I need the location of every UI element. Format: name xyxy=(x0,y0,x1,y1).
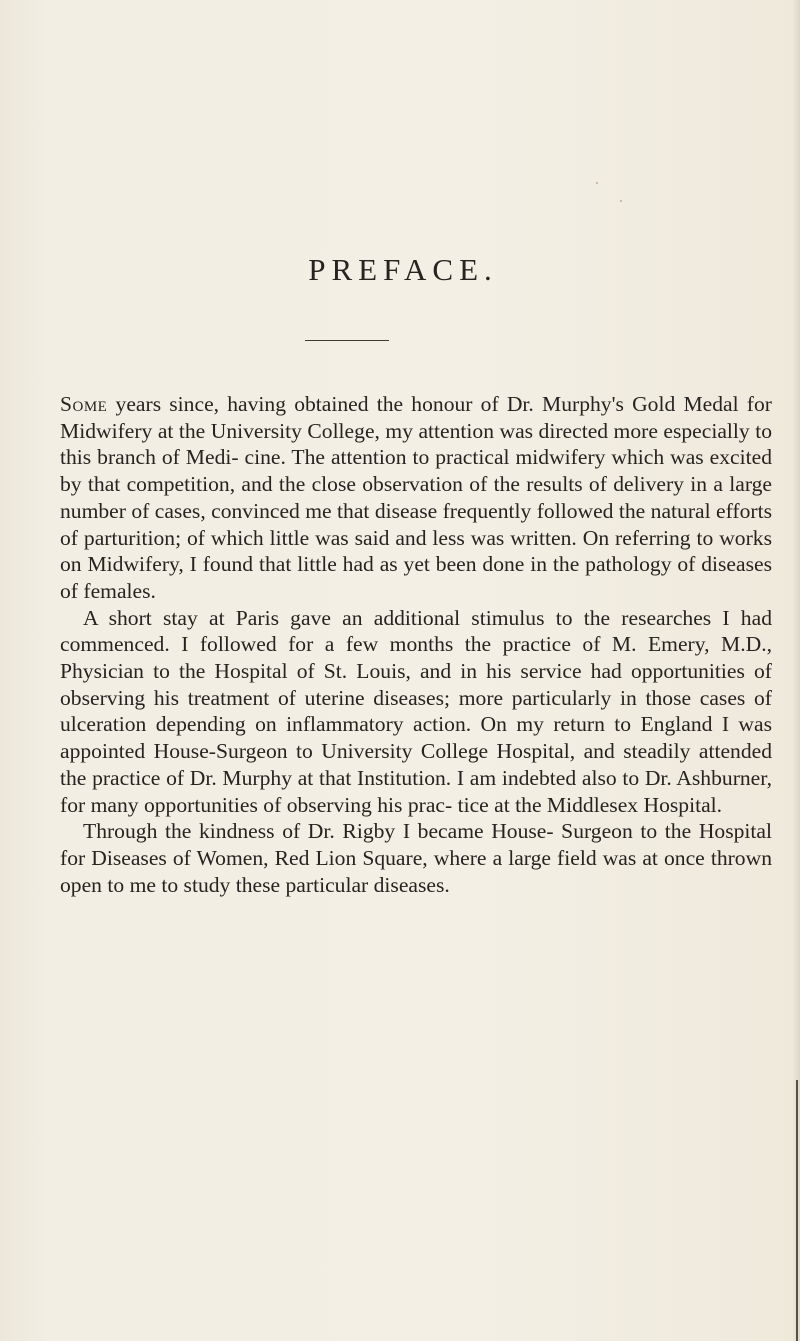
page-title: PREFACE. xyxy=(308,252,498,287)
paper-speck xyxy=(620,200,622,202)
preface-body xyxy=(60,391,772,898)
paragraph-3 xyxy=(60,818,772,898)
paragraph-2 xyxy=(60,605,772,819)
paragraph-text: A short stay at Paris gave an additional stimulus to the researches I had commenced. I followed for a few months the practice of M. Emery, M.D., Physician to the Hospital of St. Louis, and in his service had opportunities of observing his treatment of uterine diseases; more particularly in those cases of ulceration depending on inflammatory action. On my return to England I was appointed House-Surgeon to University College Hospital, and steadily attended the practice of Dr. Murphy at that Institution. I am indebted also to Dr. Ashburner, for many opportunities of observing his prac- tice at the Middlesex Hospital. xyxy=(60,605,772,817)
paragraph-1 xyxy=(60,391,772,605)
paper-speck xyxy=(596,182,598,184)
paragraph-text: years since, having obtained the honour of Dr. Murphy's Gold Medal for Midwifery at the University College, my attention was directed more especially to this branch of Medi- cine. The attention to practical midwifery which was excited by that competition, and the close observation of the results of delivery in a large number of cases, convinced me that disease frequently followed the natural efforts of parturition; of which little was said and less was written. On referring to works on Midwifery, I found that little had as yet been done in the pathology of diseases of females. xyxy=(60,392,772,603)
paragraph-lead-word: Some xyxy=(60,392,108,416)
page-edge-line xyxy=(796,1080,798,1341)
title-rule xyxy=(305,340,389,341)
paragraph-text: Through the kindness of Dr. Rigby I became House- Surgeon to the Hospital for Diseases of Women, Red Lion Square, where a large field was at once thrown open to me to study these particular diseases. xyxy=(60,819,772,897)
